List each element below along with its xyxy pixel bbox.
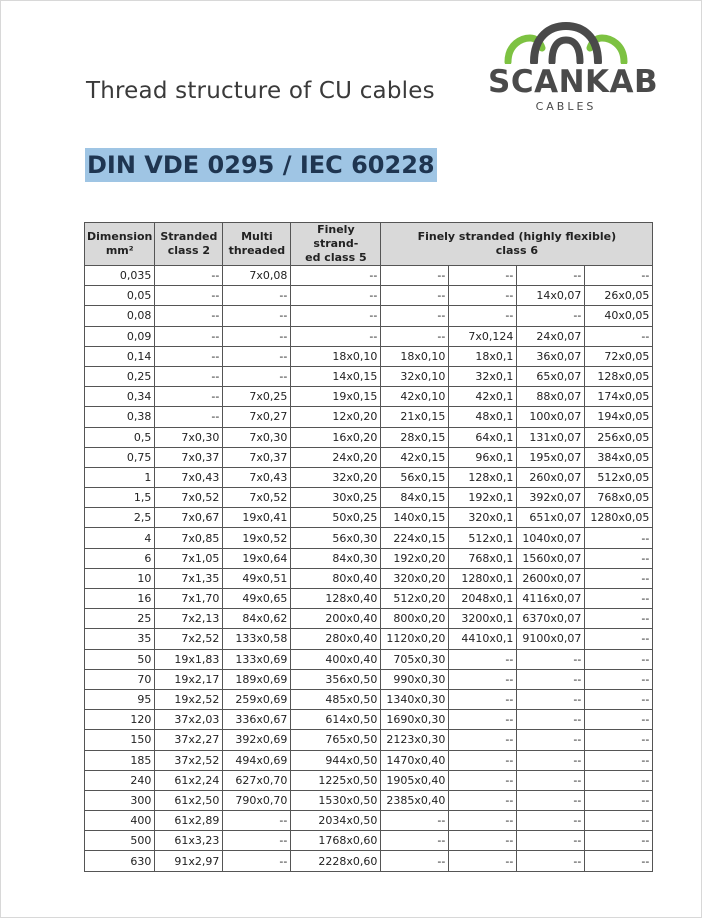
table-cell: 18x0,10 [291,346,381,366]
table-cell: 1225x0,50 [291,770,381,790]
table-cell: 16x0,20 [291,427,381,447]
dimension-cell: 2,5 [85,508,155,528]
table-cell: -- [585,568,653,588]
table-row [85,427,653,447]
table-cell: 790x0,70 [223,790,291,810]
header-multi-label: Multi [241,230,273,243]
table-cell: 195x0,07 [517,447,585,467]
table-cell: 64x0,1 [449,427,517,447]
logo-subtitle: CABLES [535,100,597,113]
table-cell: 6370x0,07 [517,609,585,629]
table-cell: -- [585,528,653,548]
table-row [85,407,653,427]
table-cell: 1530x0,50 [291,790,381,810]
table-cell: 48x0,1 [449,407,517,427]
table-cell: 7x1,70 [155,589,223,609]
header-finely-class6 [381,223,653,266]
table-cell: -- [381,326,449,346]
table-row [85,750,653,770]
header-finely-class5 [291,223,381,266]
table-cell: 768x0,05 [585,488,653,508]
table-cell: -- [291,286,381,306]
table-cell: 14x0,07 [517,286,585,306]
dimension-cell: 4 [85,528,155,548]
table-cell: -- [155,346,223,366]
table-cell: 72x0,05 [585,346,653,366]
dimension-cell: 150 [85,730,155,750]
table-cell: -- [381,286,449,306]
table-cell: 1560x0,07 [517,548,585,568]
table-cell: -- [223,306,291,326]
table-cell: 18x0,10 [381,346,449,366]
table-cell: 61x2,50 [155,790,223,810]
dimension-cell: 16 [85,589,155,609]
table-cell: 320x0,1 [449,508,517,528]
table-cell: 61x2,89 [155,811,223,831]
table-cell: -- [449,831,517,851]
table-cell: 84x0,15 [381,488,449,508]
table-cell: 7x0,43 [155,467,223,487]
table-cell: 49x0,65 [223,589,291,609]
table-cell: -- [517,266,585,286]
table-cell: -- [223,326,291,346]
table-cell: -- [517,750,585,770]
table-cell: 260x0,07 [517,467,585,487]
table-cell: -- [449,689,517,709]
table-cell: 50x0,25 [291,508,381,528]
table-cell: 280x0,40 [291,629,381,649]
table-cell: -- [585,629,653,649]
table-cell: -- [381,266,449,286]
table-cell: 91x2,97 [155,851,223,871]
table-cell: 174x0,05 [585,387,653,407]
dimension-cell: 120 [85,710,155,730]
dimension-cell: 0,14 [85,346,155,366]
table-cell: 2123x0,30 [381,730,449,750]
table-cell: 12x0,20 [291,407,381,427]
table-cell: -- [155,407,223,427]
table-cell: 19x2,52 [155,689,223,709]
table-row [85,548,653,568]
table-cell: 224x0,15 [381,528,449,548]
table-cell: 512x0,20 [381,589,449,609]
table-row [85,326,653,346]
header-finely5-label: Finely strand- [313,223,359,250]
thread-structure-table [84,222,653,872]
table-cell: -- [585,851,653,871]
logo-arcs-icon [504,22,628,64]
dimension-cell: 0,09 [85,326,155,346]
table-row [85,669,653,689]
dimension-cell: 0,035 [85,266,155,286]
header-dimension [85,223,155,266]
table-cell: -- [585,326,653,346]
table-cell: 485x0,50 [291,689,381,709]
table-cell: 1690x0,30 [381,710,449,730]
table-cell: 84x0,30 [291,548,381,568]
table-cell: -- [449,710,517,730]
dimension-cell: 0,75 [85,447,155,467]
dimension-cell: 95 [85,689,155,709]
table-cell: -- [517,649,585,669]
table-cell: -- [585,811,653,831]
table-cell: 32x0,10 [381,366,449,386]
table-cell: 42x0,15 [381,447,449,467]
page-title: Thread structure of CU cables [86,78,435,104]
table-cell: 192x0,20 [381,548,449,568]
table-cell: -- [223,286,291,306]
table-row [85,770,653,790]
table-cell: 7x0,124 [449,326,517,346]
table-cell: 19x2,17 [155,669,223,689]
table-cell: -- [291,306,381,326]
table-cell: 84x0,62 [223,609,291,629]
table-cell: 18x0,1 [449,346,517,366]
table-cell: 2600x0,07 [517,568,585,588]
table-cell: -- [291,326,381,346]
header-multi-sub: threaded [228,244,286,257]
table-cell: -- [585,730,653,750]
table-cell: 133x0,58 [223,629,291,649]
table-row [85,790,653,810]
table-cell: 192x0,1 [449,488,517,508]
table-cell: -- [381,851,449,871]
table-cell: 2228x0,60 [291,851,381,871]
table-row [85,447,653,467]
table-cell: -- [449,306,517,326]
table-cell: 4410x0,1 [449,629,517,649]
dimension-cell: 0,34 [85,387,155,407]
table-cell: -- [155,266,223,286]
table-row [85,831,653,851]
table-cell: 392x0,69 [223,730,291,750]
table-cell: -- [155,326,223,346]
dimension-cell: 185 [85,750,155,770]
table-cell: 61x3,23 [155,831,223,851]
table-cell: 88x0,07 [517,387,585,407]
table-cell: 200x0,40 [291,609,381,629]
dimension-cell: 1 [85,467,155,487]
table-cell: -- [449,811,517,831]
table-row [85,710,653,730]
table-cell: -- [381,811,449,831]
table-cell: 3200x0,1 [449,609,517,629]
header-finely6-label: Finely stranded (highly flexible) [417,230,617,243]
dimension-cell: 0,05 [85,286,155,306]
table-cell: 7x0,30 [223,427,291,447]
table-cell: 189x0,69 [223,669,291,689]
table-cell: 1040x0,07 [517,528,585,548]
table-cell: -- [517,306,585,326]
table-cell: 42x0,10 [381,387,449,407]
table-cell: 80x0,40 [291,568,381,588]
table-cell: -- [517,669,585,689]
table-cell: 128x0,1 [449,467,517,487]
table-cell: -- [381,306,449,326]
table-cell: 9100x0,07 [517,629,585,649]
table-cell: -- [291,266,381,286]
table-cell: 26x0,05 [585,286,653,306]
table-cell: 7x0,52 [223,488,291,508]
table-cell: -- [223,366,291,386]
table-cell: 336x0,67 [223,710,291,730]
table-cell: 37x2,27 [155,730,223,750]
table-cell: 7x0,67 [155,508,223,528]
header-finely5-sub: ed class 5 [305,251,367,264]
table-cell: -- [449,770,517,790]
table-cell: 56x0,15 [381,467,449,487]
table-cell: -- [155,387,223,407]
table-cell: -- [449,266,517,286]
header-stranded-label: Stranded [160,230,218,243]
table-cell: 256x0,05 [585,427,653,447]
table-row [85,689,653,709]
table-cell: 7x0,37 [155,447,223,467]
table-row [85,286,653,306]
dimension-cell: 0,38 [85,407,155,427]
table-cell: -- [155,306,223,326]
table-cell: 2048x0,1 [449,589,517,609]
table-cell: -- [517,811,585,831]
table-cell: -- [517,770,585,790]
dimension-cell: 10 [85,568,155,588]
table-cell: -- [517,730,585,750]
table-cell: -- [449,286,517,306]
table-cell: -- [381,831,449,851]
table-cell: -- [449,730,517,750]
table-row [85,609,653,629]
table-cell: -- [223,851,291,871]
table-cell: 133x0,69 [223,649,291,669]
table-cell: -- [223,346,291,366]
table-cell: 56x0,30 [291,528,381,548]
logo-wordmark: SCANKAB [488,64,659,100]
table-cell: 7x1,35 [155,568,223,588]
table-cell: 24x0,07 [517,326,585,346]
table-cell: -- [585,750,653,770]
header-finely6-sub: class 6 [495,244,539,257]
table-cell: -- [449,750,517,770]
table-cell: 512x0,1 [449,528,517,548]
table-cell: 28x0,15 [381,427,449,447]
table-cell: -- [223,811,291,831]
table-cell: -- [585,609,653,629]
dimension-cell: 25 [85,609,155,629]
table-cell: -- [585,548,653,568]
table-cell: 7x2,52 [155,629,223,649]
table-cell: 627x0,70 [223,770,291,790]
table-cell: 765x0,50 [291,730,381,750]
table-body [85,266,653,872]
table-cell: -- [449,851,517,871]
table-cell: 37x2,52 [155,750,223,770]
table-cell: 19x0,64 [223,548,291,568]
table-cell: 14x0,15 [291,366,381,386]
table-cell: 1120x0,20 [381,629,449,649]
table-row [85,589,653,609]
dimension-cell: 6 [85,548,155,568]
table-cell: 400x0,40 [291,649,381,669]
table-cell: -- [155,286,223,306]
table-cell: 128x0,05 [585,366,653,386]
table-cell: 19x0,15 [291,387,381,407]
table-cell: -- [223,831,291,851]
dimension-cell: 0,25 [85,366,155,386]
table-cell: 61x2,24 [155,770,223,790]
table-cell: 42x0,1 [449,387,517,407]
table-cell: -- [449,649,517,669]
table-header-row [85,223,653,266]
table-row [85,649,653,669]
table-cell: 705x0,30 [381,649,449,669]
table-cell: 768x0,1 [449,548,517,568]
table-cell: 30x0,25 [291,488,381,508]
header-multi [223,223,291,266]
table-cell: 1768x0,60 [291,831,381,851]
table-cell: -- [585,669,653,689]
table-cell: 19x0,41 [223,508,291,528]
dimension-cell: 630 [85,851,155,871]
header-stranded [155,223,223,266]
dimension-cell: 0,5 [85,427,155,447]
table-cell: -- [155,366,223,386]
table-cell: 131x0,07 [517,427,585,447]
table-cell: 512x0,05 [585,467,653,487]
table-cell: -- [449,790,517,810]
table-cell: 1470x0,40 [381,750,449,770]
scankab-logo [488,22,659,117]
table-cell: 65x0,07 [517,366,585,386]
table-row [85,346,653,366]
table-cell: 49x0,51 [223,568,291,588]
table-cell: -- [585,831,653,851]
table-row [85,568,653,588]
table-cell: -- [585,689,653,709]
table-cell: 651x0,07 [517,508,585,528]
table-cell: 7x2,13 [155,609,223,629]
table-cell: 1280x0,05 [585,508,653,528]
table-cell: 128x0,40 [291,589,381,609]
table-cell: 494x0,69 [223,750,291,770]
table-cell: 320x0,20 [381,568,449,588]
table-cell: 7x0,08 [223,266,291,286]
table-cell: 194x0,05 [585,407,653,427]
table-row [85,387,653,407]
table-cell: 614x0,50 [291,710,381,730]
table-cell: -- [517,851,585,871]
table-cell: 800x0,20 [381,609,449,629]
table-cell: 7x0,30 [155,427,223,447]
dimension-cell: 50 [85,649,155,669]
table-cell: 37x2,03 [155,710,223,730]
standard-heading: DIN VDE 0295 / IEC 60228 [85,148,437,182]
table-cell: 392x0,07 [517,488,585,508]
table-row [85,508,653,528]
table-cell: 1905x0,40 [381,770,449,790]
table-cell: 100x0,07 [517,407,585,427]
table-cell: -- [517,790,585,810]
table-row [85,266,653,286]
table-cell: 36x0,07 [517,346,585,366]
dimension-cell: 35 [85,629,155,649]
table-cell: 356x0,50 [291,669,381,689]
table-cell: 990x0,30 [381,669,449,689]
dimension-cell: 500 [85,831,155,851]
table-cell: 259x0,69 [223,689,291,709]
table-cell: 32x0,20 [291,467,381,487]
table-row [85,488,653,508]
dimension-cell: 70 [85,669,155,689]
table-cell: -- [449,669,517,689]
table-cell: 7x0,37 [223,447,291,467]
table-cell: 40x0,05 [585,306,653,326]
table-row [85,467,653,487]
table-cell: 7x1,05 [155,548,223,568]
header-dimension-label: Dimension [87,230,153,243]
table-row [85,306,653,326]
table-cell: -- [585,710,653,730]
table-row [85,629,653,649]
table-cell: 7x0,25 [223,387,291,407]
header-dimension-unit: mm² [105,244,134,257]
table-cell: 24x0,20 [291,447,381,467]
table-row [85,730,653,750]
dimension-cell: 0,08 [85,306,155,326]
table-cell: 21x0,15 [381,407,449,427]
table-row [85,366,653,386]
dimension-cell: 1,5 [85,488,155,508]
table-cell: 4116x0,07 [517,589,585,609]
table-cell: 1340x0,30 [381,689,449,709]
table-cell: -- [517,831,585,851]
table-cell: -- [585,266,653,286]
dimension-cell: 240 [85,770,155,790]
table-cell: 2034x0,50 [291,811,381,831]
table-cell: 7x0,27 [223,407,291,427]
table-row [85,851,653,871]
table-cell: 2385x0,40 [381,790,449,810]
table-cell: 7x0,85 [155,528,223,548]
table-cell: -- [517,689,585,709]
table-cell: 96x0,1 [449,447,517,467]
table-cell: 140x0,15 [381,508,449,528]
table-row [85,528,653,548]
table-cell: 1280x0,1 [449,568,517,588]
table-cell: 7x0,52 [155,488,223,508]
table-cell: 384x0,05 [585,447,653,467]
header-stranded-sub: class 2 [167,244,211,257]
table-cell: 19x1,83 [155,649,223,669]
table-cell: -- [585,770,653,790]
dimension-cell: 400 [85,811,155,831]
table-cell: 7x0,43 [223,467,291,487]
dimension-cell: 300 [85,790,155,810]
table-cell: -- [585,589,653,609]
table-row [85,811,653,831]
table-cell: -- [585,649,653,669]
table-cell: -- [517,710,585,730]
table-cell: -- [585,790,653,810]
table-cell: 19x0,52 [223,528,291,548]
table-cell: 32x0,1 [449,366,517,386]
table-cell: 944x0,50 [291,750,381,770]
